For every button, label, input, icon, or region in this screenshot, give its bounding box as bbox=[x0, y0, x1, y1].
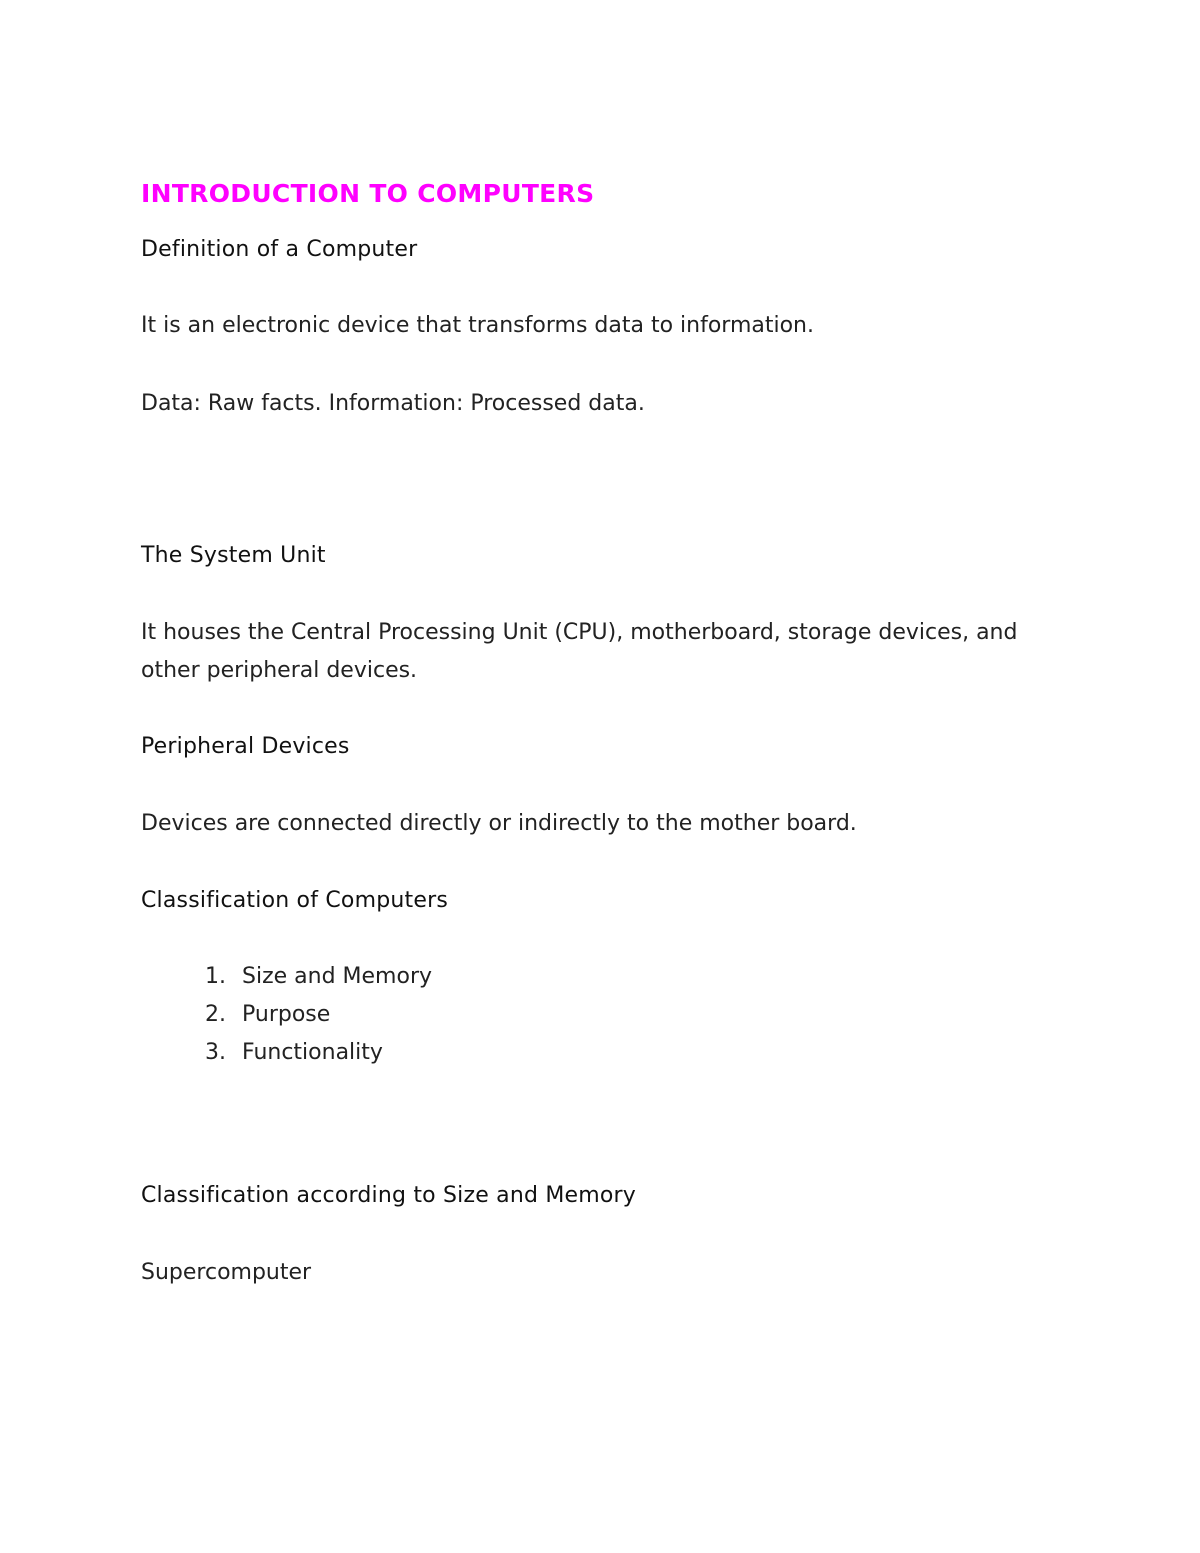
system-unit-paragraph: It houses the Central Processing Unit (CPU), motherboard, storage devices, and other peripheral devices. bbox=[141, 620, 1018, 683]
list-item-number: 2. bbox=[205, 1002, 226, 1027]
list-item bbox=[205, 996, 432, 1034]
heading-classification: Classification of Computers bbox=[141, 888, 448, 913]
document-title: INTRODUCTION TO COMPUTERS bbox=[141, 179, 595, 208]
heading-definition: Definition of a Computer bbox=[141, 237, 418, 262]
peripheral-paragraph: Devices are connected directly or indirectly to the mother board. bbox=[141, 811, 857, 836]
classification-list bbox=[205, 958, 432, 1072]
heading-system-unit: The System Unit bbox=[141, 543, 326, 568]
list-item bbox=[205, 958, 432, 996]
heading-size-memory: Classification according to Size and Memory bbox=[141, 1183, 637, 1208]
list-item-number: 3. bbox=[205, 1040, 226, 1065]
definition-paragraph: It is an electronic device that transforms data to information. bbox=[141, 313, 814, 338]
list-item-label: Purpose bbox=[242, 1002, 331, 1027]
data-information-paragraph: Data: Raw facts. Information: Processed data. bbox=[141, 391, 645, 416]
list-item-label: Functionality bbox=[242, 1040, 383, 1065]
heading-peripheral-devices: Peripheral Devices bbox=[141, 734, 350, 759]
supercomputer-text: Supercomputer bbox=[141, 1260, 312, 1285]
list-item bbox=[205, 1034, 432, 1072]
list-item-number: 1. bbox=[205, 964, 226, 989]
list-item-label: Size and Memory bbox=[242, 964, 433, 989]
